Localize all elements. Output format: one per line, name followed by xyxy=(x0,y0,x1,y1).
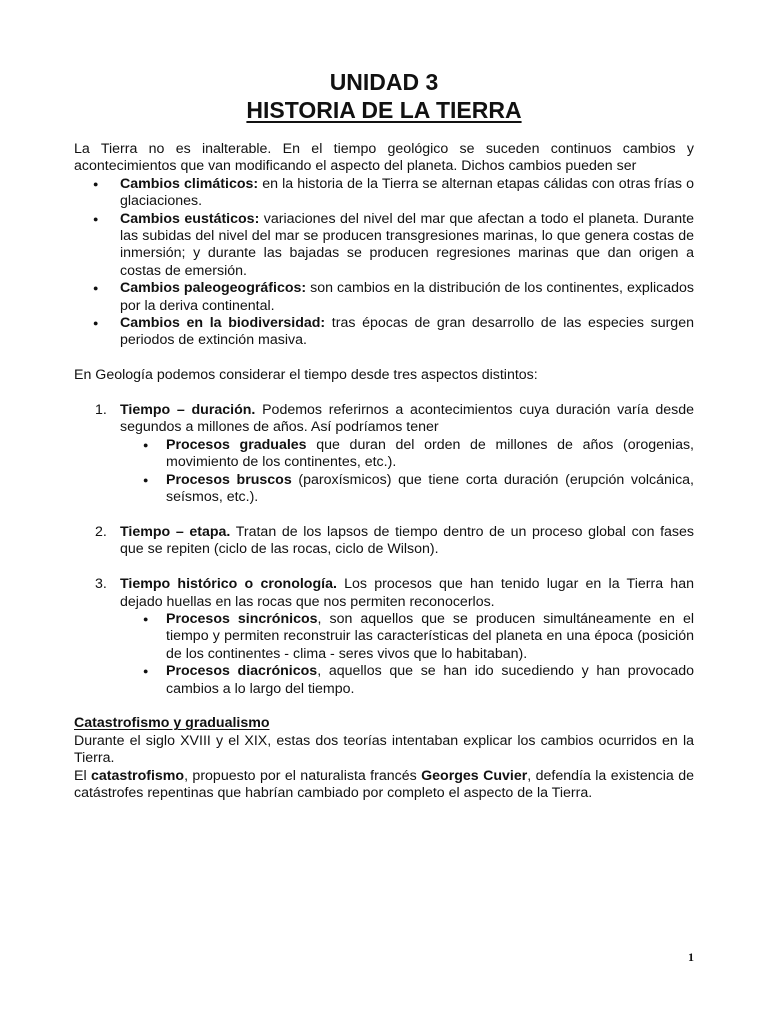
list-item-biodiversity xyxy=(74,315,694,350)
section-paragraph-1: Durante el siglo XVIII y el XIX, estas dos teorías intentaban explicar los cambios ocurridos en la Tierra. xyxy=(74,732,694,767)
definition: , son aquellos que se producen simultáneamente en el tiempo y permiten reconstruir las características del planeta en una época (posición de los continentes - clima - seres vivos que lo habitaban). xyxy=(166,610,694,662)
definition: Los procesos que han tenido lugar en la Tierra han dejado huellas en las rocas que nos permiten reconocerlos. xyxy=(120,576,694,610)
term: Procesos diacrónicos xyxy=(166,663,318,680)
term: Tiempo – duración. xyxy=(120,402,256,419)
aspect-chronology xyxy=(74,576,694,698)
definition: tras épocas de gran desarrollo de las especies surgen periodos de extinción masiva. xyxy=(120,315,694,349)
unit-title: UNIDAD 3 xyxy=(329,69,439,95)
definition: , aquellos que se han ido sucediendo y han provocado cambios a lo largo del tiempo. xyxy=(166,663,695,697)
list-item xyxy=(120,611,694,663)
sub-list xyxy=(120,437,694,507)
section-paragraph-2 xyxy=(74,768,694,803)
item-number: 3. xyxy=(95,576,107,593)
item-number: 2. xyxy=(95,523,107,540)
list-item xyxy=(120,437,694,472)
list-item xyxy=(120,663,694,698)
aspects-list xyxy=(74,402,694,698)
intro-paragraph: La Tierra no es inalterable. En el tiempo geológico se suceden continuos cambios y acontecimientos que van modificando el aspecto del planeta. Dichos cambios pueden ser xyxy=(74,141,694,175)
term: Procesos bruscos xyxy=(166,471,292,488)
definition: que duran del orden de millones de años (orogenias, movimiento de los continentes, etc.). xyxy=(166,436,695,471)
text-run: , propuesto por el naturalista francés xyxy=(184,767,422,784)
term: Cambios eustáticos: xyxy=(120,210,260,227)
definition: son cambios en la distribución de los continentes, explicados por la deriva continental. xyxy=(120,280,694,314)
unit-subtitle: HISTORIA DE LA TIERRA xyxy=(246,97,522,123)
sub-list xyxy=(120,611,694,698)
section-heading: Catastrofismo y gradualismo xyxy=(74,715,270,732)
text-run: El xyxy=(74,767,92,784)
item-number: 1. xyxy=(95,402,107,419)
list-item-climatic xyxy=(74,176,694,211)
changes-list xyxy=(74,176,694,350)
aspect-duration xyxy=(74,402,694,524)
aspects-intro: En Geología podemos considerar el tiempo desde tres aspectos distintos: xyxy=(74,367,538,384)
definition: en la historia de la Tierra se alternan etapas cálidas con otras frías o glaciaciones. xyxy=(120,175,694,210)
term: Procesos graduales xyxy=(166,436,307,453)
list-item-eustatic xyxy=(74,211,694,281)
bold-term-cuvier: Georges Cuvier xyxy=(421,767,528,784)
page-number: 1 xyxy=(688,950,694,964)
text-run: , defendía la existencia de catástrofes repentinas que habrían cambiado por completo el aspecto de la Tierra. xyxy=(74,767,694,801)
list-item-paleogeographic xyxy=(74,280,694,315)
definition: Podemos referirnos a acontecimientos cuya duración varía desde segundos a millones de años. Así podríamos tener xyxy=(120,402,694,436)
term: Tiempo histórico o cronología. xyxy=(120,576,337,593)
bold-term-catastrofismo: catastrofismo xyxy=(91,767,185,784)
definition: (paroxísmicos) que tiene corta duración (erupción volcánica, seísmos, etc.). xyxy=(166,471,695,506)
definition: variaciones del nivel del mar que afectan a todo el planeta. Durante las subidas del nivel del mar se producen transgresiones marinas, lo que genera costas de inmersión; y durante las bajadas se producen regresiones marinas que dan origen a costas de emersión. xyxy=(120,210,694,279)
aspect-stage xyxy=(74,524,694,576)
list-item xyxy=(120,472,694,507)
document-page xyxy=(74,68,694,802)
term: Cambios climáticos: xyxy=(120,175,259,192)
term: Cambios paleogeográficos: xyxy=(120,280,307,297)
definition: Tratan de los lapsos de tiempo dentro de un proceso global con fases que se repiten (ciclo de las rocas, ciclo de Wilson). xyxy=(120,523,695,558)
term: Tiempo – etapa. xyxy=(120,523,231,540)
term: Cambios en la biodiversidad: xyxy=(120,315,326,332)
term: Procesos sincrónicos xyxy=(166,610,318,627)
